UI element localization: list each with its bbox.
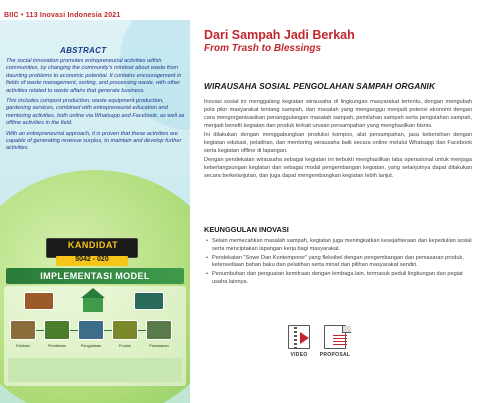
- kandidat-label: KANDIDAT: [67, 240, 119, 250]
- page-number: 113: [25, 12, 38, 19]
- kandidat-code: 5042 - 020: [75, 256, 109, 263]
- running-header: [4, 12, 121, 19]
- model-node-labels: [4, 344, 186, 354]
- implementation-banner: [6, 268, 184, 284]
- list-item: • Penumbuhan dan penguatan kemitraan dengan lembaga lain, termasuk peduli lingkungan dan pegiat usaha lainnya.: [206, 271, 472, 287]
- video-label: VIDEO: [290, 352, 308, 358]
- model-node-label: Pemasaran: [149, 344, 169, 348]
- implementation-model-diagram: [4, 286, 186, 386]
- abstract-paragraph: The social innovation promotes entrepreneurial activities within communities, by changing the community's mindset about waste from daunting problems to economic potential. It contains encouragement in fields of waste management, sorting, and processing waste, with other activities related to waste affairs that generate business.: [6, 58, 182, 94]
- article-title: Dari Sampah Jadi Berkah: [204, 28, 355, 42]
- article-subtitle: From Trash to Blessings: [204, 43, 322, 54]
- kandidat-code-badge: [56, 256, 128, 266]
- implementation-title: IMPLEMENTASI MODEL: [40, 271, 150, 281]
- publication-name: Inovasi Indonesia 2021: [39, 12, 121, 19]
- document-icon: [324, 325, 346, 349]
- model-arrow: [104, 330, 112, 331]
- list-item: • Selain memecahkan masalah sampah, kegiatan juga meningkatkan kesejahteraan dan kepedulian sosial serta menciptakan lapangan kerja bagi masyarakat.: [206, 238, 472, 254]
- video-link[interactable]: [284, 325, 314, 358]
- body-paragraph: Inovasi sosial ini menggalang kegiatan wirausaha di lingkungan masyarakat tertentu, dengan mengubah pola pikir masyarakat tentang sampah, dari masalah yang menganggu menjadi potensi ekonomi dengan cara mengorganisasikan penanggulangan masalah sampah, pemilahan sampah serta pengolahan sampah, menjadi benefit kegiatan dan produk terkait urusan persampahan yang menghasilkan bisnis.: [204, 99, 472, 129]
- model-node-label: Pengolahan: [80, 344, 102, 348]
- kandidat-badge: [46, 238, 138, 258]
- left-panel: [0, 20, 190, 403]
- proposal-link[interactable]: [319, 325, 351, 358]
- video-icon: [288, 325, 310, 349]
- header-separator: •: [20, 12, 24, 19]
- house-icon: [76, 288, 110, 314]
- model-photo-product: [112, 320, 138, 340]
- model-node-label: Edukasi: [16, 344, 30, 348]
- model-photo-strip: [8, 358, 182, 382]
- body-paragraph: Ini dilakukan dengan menggabungkan produksi kompos, alat persampahan, jasa kebersihan dengan kegiatan edukasi, pelatihan, dan mentoring wirausaha baik secara online melalui Whatsapp dan Facebook serta kegiatan offline di lapangan.: [204, 132, 472, 154]
- keunggulan-list: [206, 238, 472, 288]
- article-body: [204, 98, 472, 181]
- section-title: WIRAUSAHA SOSIAL PENGOLAHAN SAMPAH ORGANIK: [204, 81, 436, 91]
- model-photo-marketing: [146, 320, 172, 340]
- model-arrow: [70, 330, 78, 331]
- abstract-paragraph: With an entrepreneurial approach, it is proven that these activities are capable of generating revenue surplus, to maintain and develop further activities.: [6, 130, 182, 152]
- model-node-label: Pemilahan: [48, 344, 66, 348]
- model-photo-left: [24, 292, 54, 310]
- model-arrow: [138, 330, 146, 331]
- model-node-label: Produk: [118, 344, 132, 348]
- list-item: • Pendekatan "Sowe Dan Kontemporer" yang fleksibel dengan pengembangan dan pemasaran produk, ketersediaan bahan baku dan pelatihan serta minat dan pilihan masyarakat sendiri.: [206, 255, 472, 271]
- model-photo-right: [134, 292, 164, 310]
- model-arrow: [36, 330, 44, 331]
- journal-name: BIIC: [4, 12, 19, 19]
- abstract-paragraph: This includes compost production, waste equipment production, gardening services, combined with entrepreneurial education and mentoring activities, both online via Whatsapp and Facebook, as well as offline activities in the field.: [6, 98, 185, 127]
- model-photo-sorting: [44, 320, 70, 340]
- model-photo-processing: [78, 320, 104, 340]
- abstract-body: [6, 58, 186, 156]
- abstract-title: ABSTRACT: [60, 46, 107, 55]
- proposal-label: PROPOSAL: [319, 352, 351, 358]
- keunggulan-title: KEUNGGULAN INOVASI: [204, 225, 289, 234]
- body-paragraph: Dengan pendekatan wirausaha sebagai kegiatan ini terbukti menghasilkan laba operasional untuk menjaga keberlangsungan kegiatan dan sebagai modal pengembangan kegiatan, yang selanjutnya dapat dilakukan secara berkelanjutan, dan juga dapat mengembangkan kegiatan lebih lanjut.: [204, 157, 472, 179]
- model-photo-education: [10, 320, 36, 340]
